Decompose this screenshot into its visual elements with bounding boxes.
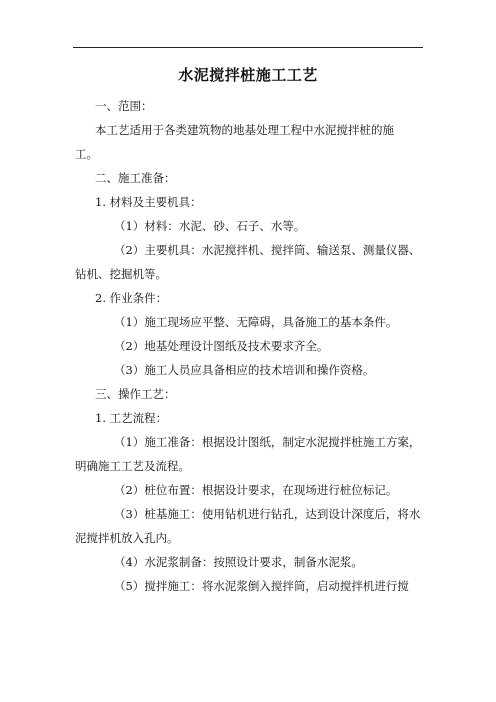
subsection-heading: 1. 材料及主要机具： (95, 195, 202, 209)
list-item: （2）地基处理设计图纸及技术要求齐全。 (114, 339, 329, 353)
list-item: （3）桩基施工：使用钻机进行钻孔，达到设计深度后，将水 (114, 507, 421, 521)
list-item-continuation: 明确施工工艺及流程。 (75, 459, 190, 473)
list-item: （2）桩位布置：根据设计要求，在现场进行桩位标记。 (114, 483, 398, 497)
paragraph-line: 本工艺适用于各类建筑物的地基处理工程中水泥搅拌桩的施 (95, 123, 394, 137)
document-title: 水泥搅拌桩施工工艺 (178, 66, 318, 84)
list-item: （3）施工人员应具备相应的技术培训和操作资格。 (114, 363, 375, 377)
header-rule (73, 47, 423, 48)
list-item-continuation: 钻机、挖掘机等。 (75, 267, 167, 281)
list-item: （5）搅拌施工：将水泥浆倒入搅拌筒，启动搅拌机进行搅 (114, 579, 409, 593)
list-item: （4）水泥浆制备：按照设计要求，制备水泥浆。 (114, 555, 363, 569)
list-item: （1）施工准备：根据设计图纸，制定水泥搅拌桩施工方案， (114, 435, 421, 449)
list-item: （2）主要机具：水泥搅拌机、搅拌筒、输送泵、测量仪器、 (114, 243, 421, 257)
section-heading: 二、施工准备： (95, 171, 176, 185)
list-item-continuation: 泥搅拌机放入孔内。 (75, 531, 179, 545)
list-item: （1）材料：水泥、砂、石子、水等。 (114, 219, 306, 233)
list-item: （1）施工现场应平整、无障碍，具备施工的基本条件。 (114, 315, 398, 329)
section-heading: 三、操作工艺： (95, 387, 176, 401)
section-heading: 一、范围： (95, 99, 153, 113)
paragraph-line: 工。 (75, 147, 98, 161)
subsection-heading: 2. 作业条件： (95, 291, 168, 305)
subsection-heading: 1. 工艺流程： (95, 411, 168, 425)
